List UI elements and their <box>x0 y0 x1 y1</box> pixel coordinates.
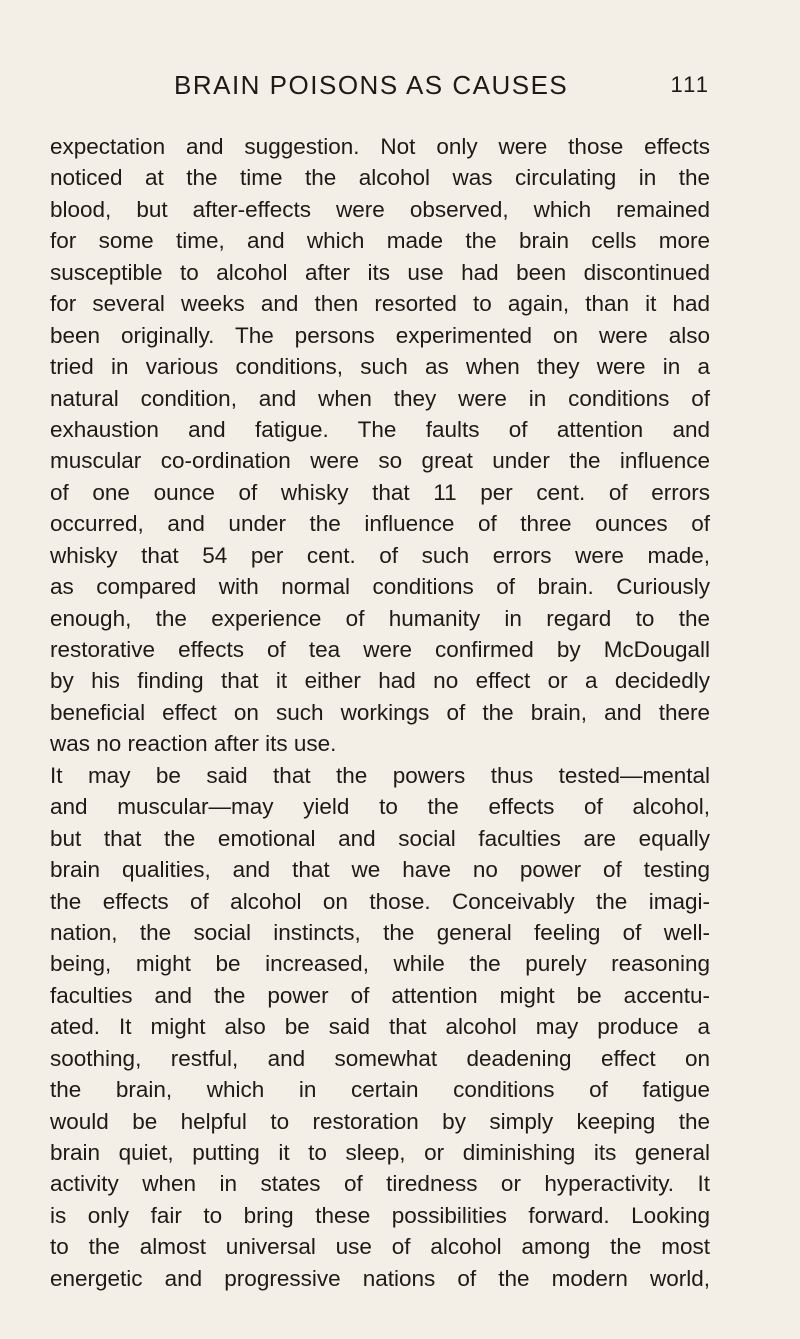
text-line: the brain, which in certain conditions of fatigue <box>50 1077 710 1103</box>
text-line: would be helpful to restoration by simply keeping the <box>50 1108 710 1134</box>
text-line: natural condition, and when they were in conditions of <box>50 385 710 411</box>
text-line: exhaustion and fatigue. The faults of attention and <box>50 416 710 442</box>
text-line: faculties and the power of attention might be accentu- <box>50 982 710 1008</box>
text-line: as compared with normal conditions of brain. Curiously <box>50 574 710 600</box>
text-line: by his finding that it either had no effect or a decidedly <box>50 668 710 694</box>
running-head <box>50 70 710 110</box>
body-text <box>50 131 710 1294</box>
text-line: for several weeks and then resorted to again, than it had <box>50 291 710 317</box>
text-line: and muscular—may yield to the effects of alcohol, <box>50 794 710 820</box>
text-line: is only fair to bring these possibilities forward. Looking <box>50 1202 710 1228</box>
text-line: beneficial effect on such workings of the brain, and there <box>50 699 710 725</box>
text-line: enough, the experience of humanity in regard to the <box>50 605 710 631</box>
text-line: energetic and progressive nations of the modern world, <box>50 1265 710 1291</box>
paragraph-end-line: was no reaction after its use. <box>50 731 337 757</box>
text-line: of one ounce of whisky that 11 per cent. of errors <box>50 479 710 505</box>
text-line: susceptible to alcohol after its use had been discontinued <box>50 259 710 285</box>
text-line: whisky that 54 per cent. of such errors were made, <box>50 542 710 568</box>
text-line: muscular co-ordination were so great under the influence <box>50 448 710 474</box>
paragraph-start-line: It may be said that the powers thus tested—mental <box>50 762 710 788</box>
text-line: soothing, restful, and somewhat deadening effect on <box>50 1045 710 1071</box>
text-line: ated. It might also be said that alcohol may produce a <box>50 1014 710 1040</box>
text-line: tried in various conditions, such as when they were in a <box>50 354 710 380</box>
text-line: occurred, and under the influence of three ounces of <box>50 511 710 537</box>
text-line: activity when in states of tiredness or hyperactivity. It <box>50 1171 710 1197</box>
text-line: restorative effects of tea were confirmed by McDougall <box>50 637 710 662</box>
text-line: but that the emotional and social faculties are equally <box>50 825 710 851</box>
text-line: to the almost universal use of alcohol among the most <box>50 1234 710 1260</box>
text-line: noticed at the time the alcohol was circulating in the <box>50 165 710 191</box>
page-number: 111 <box>670 72 710 97</box>
text-line: brain quiet, putting it to sleep, or diminishing its general <box>50 1140 710 1165</box>
text-line: being, might be increased, while the purely reasoning <box>50 951 710 977</box>
text-line: been originally. The persons experimented on were also <box>50 322 710 348</box>
running-title: BRAIN POISONS AS CAUSES <box>174 70 569 100</box>
text-line: expectation and suggestion. Not only were those effects <box>50 134 710 159</box>
text-line: blood, but after-effects were observed, which remained <box>50 196 710 222</box>
text-line: nation, the social instincts, the general feeling of well- <box>50 919 710 945</box>
text-line: the effects of alcohol on those. Conceivably the imagi- <box>50 888 710 914</box>
text-line: brain qualities, and that we have no power of testing <box>50 857 710 883</box>
text-line: for some time, and which made the brain cells more <box>50 228 710 254</box>
